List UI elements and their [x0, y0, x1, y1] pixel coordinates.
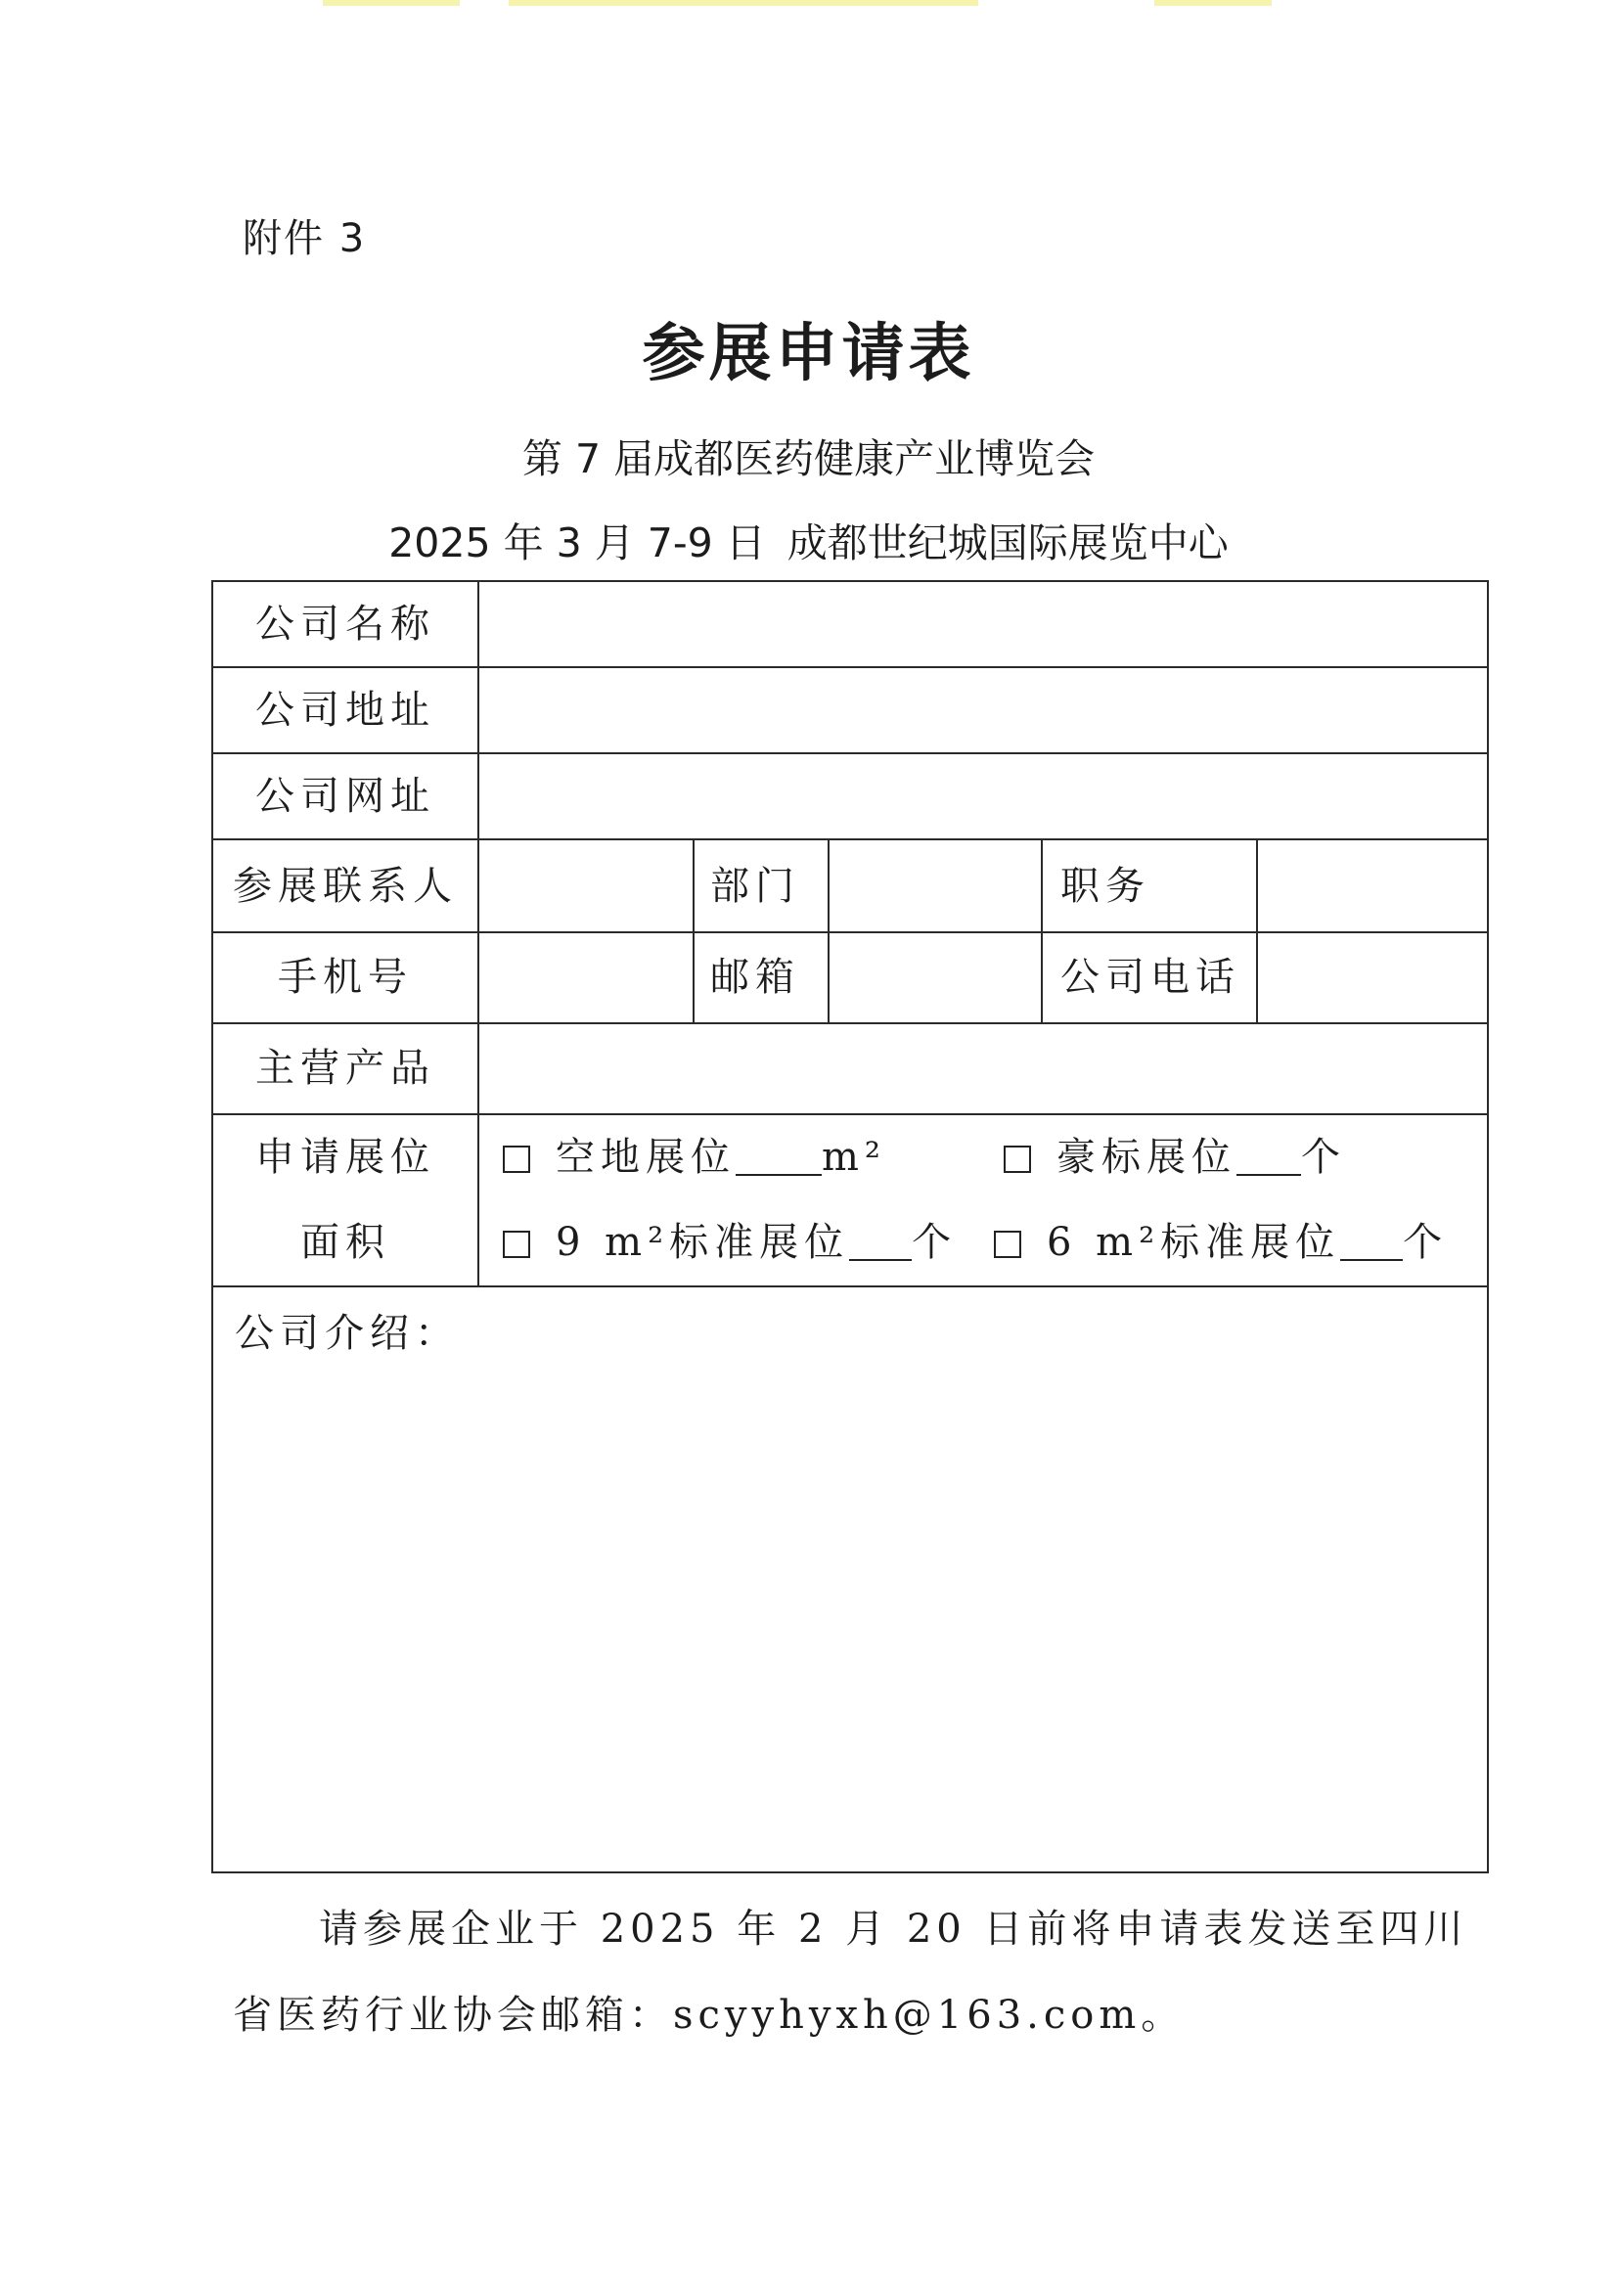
- company-intro-field[interactable]: [215, 1370, 1485, 1868]
- position-label: 职务: [1060, 864, 1150, 909]
- raw-space-blank[interactable]: [736, 1141, 822, 1176]
- company-name-field[interactable]: [479, 582, 1487, 666]
- department-field[interactable]: [830, 840, 1041, 931]
- premium-checkbox[interactable]: [1004, 1146, 1031, 1173]
- company-intro-label: 公司介绍：: [235, 1311, 460, 1356]
- main-products-field[interactable]: [479, 1024, 1487, 1113]
- raw-space-checkbox[interactable]: [503, 1146, 530, 1173]
- event-date: 2025 年 3 月 7-9 日: [388, 519, 766, 566]
- company-phone-label: 公司电话: [1060, 955, 1240, 1000]
- premium-label: 豪标展位: [1056, 1135, 1236, 1180]
- booth-option-premium: [1004, 1135, 1346, 1180]
- email-label: 邮箱: [710, 955, 800, 1000]
- booth-option-raw-space: [503, 1135, 886, 1180]
- raw-space-unit: m²: [822, 1135, 886, 1180]
- company-website-label: 公司网址: [255, 774, 435, 819]
- booth-6sqm-unit: 个: [1403, 1220, 1449, 1265]
- position-field[interactable]: [1258, 840, 1487, 931]
- company-name-label: 公司名称: [255, 602, 435, 647]
- booth-6sqm-blank[interactable]: [1340, 1226, 1403, 1261]
- mobile-label: 手机号: [278, 955, 413, 1000]
- booth-9sqm-unit: 个: [912, 1220, 958, 1265]
- booth-area-label-line1: 申请展位: [255, 1135, 435, 1180]
- contact-person-label: 参展联系人: [233, 864, 458, 909]
- raw-space-label: 空地展位: [556, 1135, 736, 1180]
- company-website-field[interactable]: [479, 754, 1487, 838]
- email-field[interactable]: [830, 933, 1041, 1022]
- booth-6sqm-label: 6 m²标准展位: [1047, 1220, 1341, 1265]
- booth-9sqm-label: 9 m²标准展位: [556, 1220, 850, 1265]
- booth-9sqm-blank[interactable]: [849, 1226, 912, 1261]
- scan-mark: [1154, 0, 1272, 6]
- booth-9sqm-checkbox[interactable]: [503, 1231, 530, 1258]
- company-phone-field[interactable]: [1258, 933, 1487, 1022]
- premium-unit: 个: [1301, 1135, 1346, 1180]
- mobile-field[interactable]: [479, 933, 693, 1022]
- company-address-label: 公司地址: [255, 688, 435, 733]
- event-venue: 成都世纪城国际展览中心: [786, 519, 1229, 566]
- scan-mark: [509, 0, 978, 6]
- footer-instruction-line1: 请参展企业于 2025 年 2 月 20 日前将申请表发送至四川: [319, 1907, 1468, 1952]
- booth-option-9sqm: [503, 1220, 958, 1265]
- booth-option-6sqm: [994, 1220, 1449, 1265]
- footer-instruction-line2: 省医药行业协会邮箱：scyyhyxh@163.com。: [233, 1993, 1186, 2038]
- scan-mark: [323, 0, 460, 6]
- main-products-label: 主营产品: [255, 1046, 435, 1091]
- page-title: 参展申请表: [642, 317, 975, 390]
- booth-6sqm-checkbox[interactable]: [994, 1231, 1021, 1258]
- premium-blank[interactable]: [1236, 1141, 1301, 1176]
- attachment-label: 附件 3: [243, 216, 367, 261]
- contact-person-field[interactable]: [479, 840, 693, 931]
- event-date-venue: [0, 511, 1617, 568]
- company-address-field[interactable]: [479, 668, 1487, 752]
- application-form: [211, 580, 1489, 1873]
- event-name: 第 7 届成都医药健康产业博览会: [521, 435, 1096, 482]
- booth-area-label-line2: 面积: [300, 1220, 390, 1265]
- department-label: 部门: [710, 864, 800, 909]
